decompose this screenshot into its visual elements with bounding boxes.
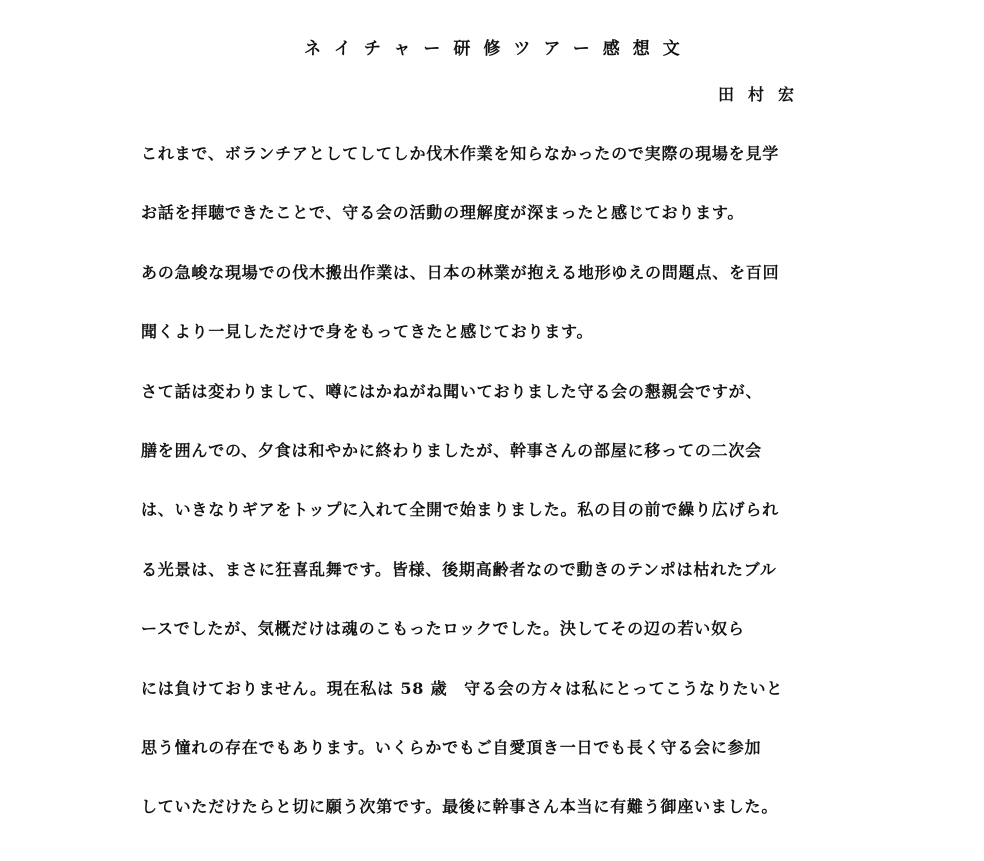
body-line: 思う憧れの存在でもあります。いくらかでもご自愛頂き一日でも長く守る会に参加	[141, 737, 762, 757]
body-line: 聞くより一見しただけで身をもってきたと感じております。	[141, 322, 594, 342]
body-line: お話を拝聴できたことで、守る会の活動の理解度が深まったと感じております。	[141, 203, 745, 223]
body-line: これまで、ボランチアとしてしてしか伐木作業を知らなかったので実際の現場を見学	[141, 144, 780, 163]
body-line: あの急峻な現場での伐木搬出作業は、日本の林業が抱える地形ゆえの問題点、を百回	[141, 262, 780, 282]
body-line: る光景は、まさに狂喜乱舞です。皆様、後期高齢者なので動きのテンポは枯れたブル	[141, 559, 777, 579]
body-line: さて話は変わりまして、噂にはかねがね聞いておりました守る会の懇親会ですが、	[141, 381, 763, 401]
body-line: 膳を囲んでの、夕食は和やかに終わりましたが、幹事さんの部屋に移っての二次会	[141, 440, 762, 460]
body-line: は、いきなりギアをトップに入れて全開で始まりました。私の目の前で繰り広げられ	[141, 500, 779, 520]
document-title: ネイチャー研修ツアー感想文	[304, 39, 693, 59]
author-name: 田村宏	[717, 85, 808, 104]
body-line: には負けておりません。現在私は 58 歳 守る会の方々は私にとってこうなりたいと	[141, 678, 784, 698]
body-line: していただけたらと切に願う次第です。最後に幹事さん本当に有難う御座いました。	[141, 797, 779, 817]
body-line: ースでしたが、気概だけは魂のこもったロックでした。決してその辺の若い奴ら	[141, 619, 745, 639]
document-body	[141, 142, 821, 855]
